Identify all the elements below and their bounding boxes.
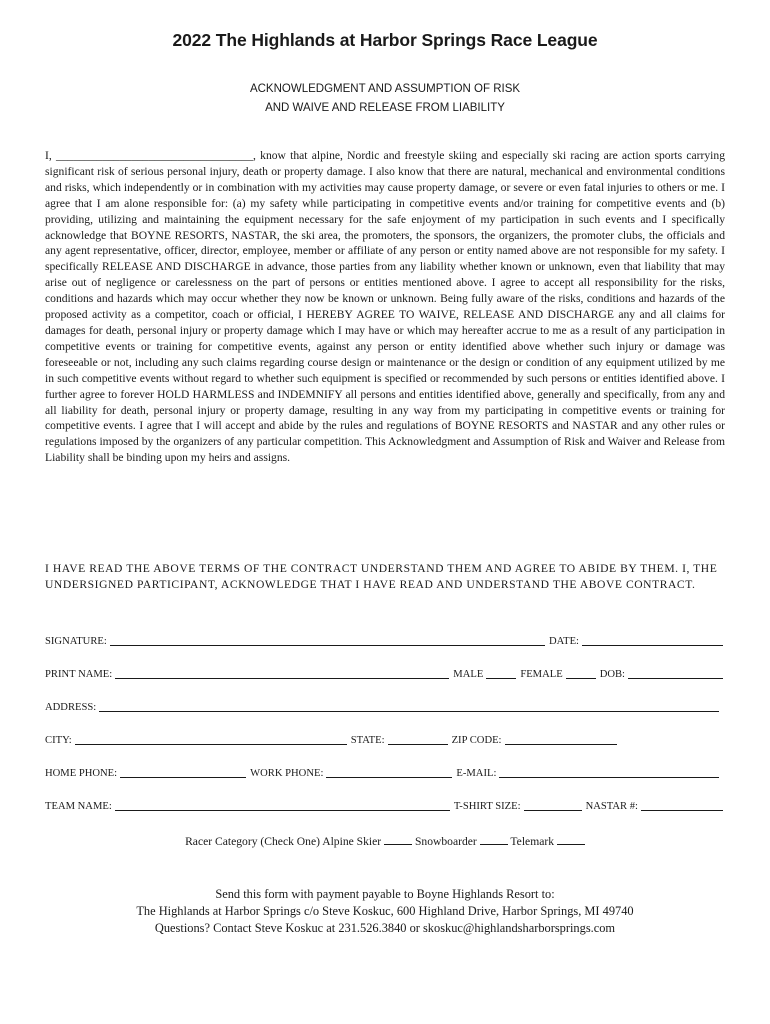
subtitle-line-2: AND WAIVE AND RELEASE FROM LIABILITY: [265, 102, 505, 114]
address-field[interactable]: [99, 700, 719, 712]
team-row: [45, 799, 727, 812]
signature-field[interactable]: [110, 634, 545, 646]
state-field[interactable]: [388, 733, 448, 745]
female-checkbox-line[interactable]: [566, 667, 596, 679]
date-label: DATE:: [548, 636, 579, 647]
state-label: STATE:: [350, 735, 385, 746]
print-name-field[interactable]: [115, 667, 449, 679]
telemark-label: Telemark: [510, 835, 555, 848]
nastar-number-label: NASTAR #:: [585, 801, 638, 812]
team-name-field[interactable]: [115, 799, 450, 811]
dob-label: DOB:: [599, 669, 625, 680]
tshirt-size-label: T-SHIRT SIZE:: [453, 801, 521, 812]
team-name-label: TEAM NAME:: [45, 801, 112, 812]
work-phone-field[interactable]: [326, 766, 452, 778]
print-name-label: PRINT NAME:: [45, 669, 113, 680]
snowboarder-label: Snowboarder: [414, 835, 477, 848]
city-field[interactable]: [75, 733, 347, 745]
male-label: MALE: [453, 669, 484, 680]
telemark-checkbox-line[interactable]: [557, 834, 585, 845]
home-phone-field[interactable]: [120, 766, 246, 778]
phone-row: [45, 766, 727, 779]
address-row: [45, 700, 727, 713]
nastar-number-field[interactable]: [641, 799, 723, 811]
snowboarder-checkbox-line[interactable]: [480, 834, 508, 845]
work-phone-label: WORK PHONE:: [250, 768, 324, 779]
address-label: ADDRESS:: [45, 702, 97, 713]
zip-label: ZIP CODE:: [451, 735, 502, 746]
print-name-row: [45, 667, 727, 680]
racer-category-row: [0, 834, 770, 848]
city-row: [45, 733, 727, 746]
document-title: 2022 The Highlands at Harbor Springs Race League: [172, 30, 598, 50]
zip-field[interactable]: [505, 733, 617, 745]
footer-address-line: The Highlands at Harbor Springs c/o Steve Koskuc, 600 Highland Drive, Harbor Springs, MI 49740: [136, 904, 634, 918]
signature-label: SIGNATURE:: [45, 636, 107, 647]
email-label: E-MAIL:: [456, 768, 497, 779]
footer-instructions: [0, 886, 770, 937]
acknowledgment-statement: I HAVE READ THE ABOVE TERMS OF THE CONTRACT UNDERSTAND THEM AND AGREE TO ABIDE BY THEM. I, THE UNDERSIGNED PARTICIPANT, ACKNOWLEDGE THAT I HAVE READ AND UNDERSTAND THE ABOVE CONTRACT.: [45, 562, 718, 591]
alpine-skier-checkbox-line[interactable]: [384, 834, 412, 845]
signature-row: [45, 634, 727, 647]
dob-field[interactable]: [628, 667, 723, 679]
footer-contact-line: Questions? Contact Steve Koskuc at 231.526.3840 or skoskuc@highlandsharborsprings.com: [154, 921, 616, 935]
subtitle-line-1: ACKNOWLEDGMENT AND ASSUMPTION OF RISK: [249, 83, 521, 95]
city-label: CITY:: [45, 735, 72, 746]
female-label: FEMALE: [520, 669, 563, 680]
category-label: Racer Category (Check One) Alpine Skier: [185, 835, 382, 848]
tshirt-size-field[interactable]: [524, 799, 582, 811]
male-checkbox-line[interactable]: [486, 667, 516, 679]
footer-send-line: Send this form with payment payable to Boyne Highlands Resort to:: [215, 887, 555, 901]
waiver-body-paragraph: I, __________________________________, know that alpine, Nordic and freestyle skiing and especially ski racing are action sports carrying significant risk of serious personal injury, death or property damage. I also know that there are natural, mechanical and environmental conditions and risks, which independently or in combination with my activities may cause property damage, or severe or even fatal injuries to others or me. I agree that I am alone responsible for: (a) my safety while participating in competitive events and/or training for competitive events and (b) providing, utilizing and maintaining the equipment necessary for the safe enjoyment of my participation in such events and I specifically acknowledge that BOYNE RESORTS, NASTAR, the ski area, the promoters, the sponsors, the organizers, the promoter clubs, the officials and any agent representative, officer, director, employee, member or affiliate of any person or entity named above are not responsible for my safety. I specifically RELEASE AND DISCHARGE in advance, those parties from any liability whether known or unknown, even that liability that may arise out of negligence or carelessness on the part of persons or entities mentioned above. I agree to accept all responsibility for the risks, conditions and hazards which may occur whether they now be known or unknown. Being fully aware of the risks, conditions and hazards of the proposed activity as a competitor, coach or official, I HEREBY AGREE TO WAIVE, RELEASE AND DISCHARGE any and all claims for damages for death, personal injury or property damage which I may have or which may hereafter accrue to me as a result of any participation in competitive events or training for competitive events, against any person or entity identified above whether such injury or damage was foreseeable or not, including any such claims regarding course design or maintenance or the design or condition of any equipment utilized by me in such competitive events without regard to whether such equipment is specified or recommended by such persons or entities identified above. I further agree to forever HOLD HARMLESS and INDEMNIFY all persons and entities identified above, generally and specifically, from any and all liability for death, personal injury or property damage, resulting in any way from my participating in competitive events or training for competitive events. I agree that I will accept and abide by the rules and regulations of BOYNE RESORTS and NASTAR and any other rules or regulations imposed by the organizers of any particular competition. This Acknowledgment and Assumption of Risk and Waiver and Release from Liability shall be binding upon my heirs and assigns.: [45, 149, 725, 465]
date-field[interactable]: [582, 634, 723, 646]
home-phone-label: HOME PHONE:: [45, 768, 118, 779]
email-field[interactable]: [499, 766, 719, 778]
document-subtitle: [0, 80, 770, 118]
